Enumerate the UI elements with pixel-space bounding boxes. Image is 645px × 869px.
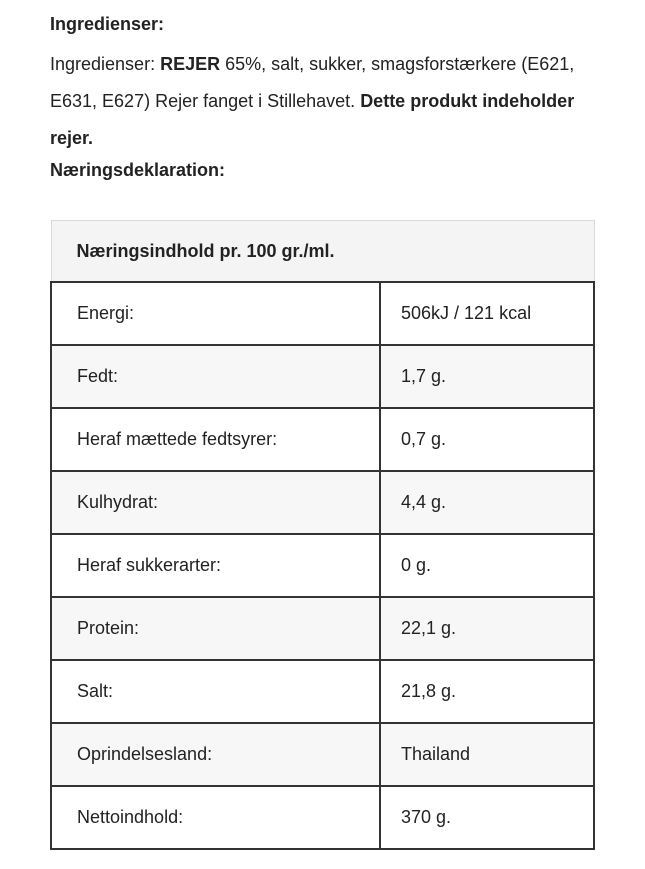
row-value-protein: 22,1 g.: [380, 597, 594, 660]
table-row: [51, 471, 594, 534]
nutrition-heading: Næringsdeklaration:: [50, 160, 226, 180]
row-value-saturated-fat: 0,7 g.: [380, 408, 594, 471]
ingredients-bold-shrimp: REJER: [160, 54, 221, 74]
row-label-carbohydrate: Kulhydrat:: [51, 471, 380, 534]
table-row: [51, 597, 594, 660]
nutrition-table-header-row: [51, 221, 594, 283]
allergen-note: Dette produkt indeholder rejer.: [50, 91, 575, 148]
table-row: [51, 408, 594, 471]
table-row: [51, 660, 594, 723]
nutrition-table: [50, 220, 595, 850]
row-value-origin: Thailand: [380, 723, 594, 786]
table-row: [51, 723, 594, 786]
ingredients-paragraph: [50, 46, 595, 157]
table-row: [51, 534, 594, 597]
table-row: [51, 282, 594, 345]
row-value-salt: 21,8 g.: [380, 660, 594, 723]
row-label-protein: Protein:: [51, 597, 380, 660]
ingredients-prefix: Ingredienser:: [50, 54, 161, 74]
row-value-sugars: 0 g.: [380, 534, 594, 597]
row-value-carbohydrate: 4,4 g.: [380, 471, 594, 534]
row-label-origin: Oprindelsesland:: [51, 723, 380, 786]
row-label-energy: Energi:: [51, 282, 380, 345]
ingredients-heading: Ingredienser:: [50, 14, 165, 34]
row-label-sugars: Heraf sukkerarter:: [51, 534, 380, 597]
row-label-net-content: Nettoindhold:: [51, 786, 380, 849]
table-row: [51, 786, 594, 849]
row-value-net-content: 370 g.: [380, 786, 594, 849]
row-value-fat: 1,7 g.: [380, 345, 594, 408]
row-label-salt: Salt:: [51, 660, 380, 723]
row-value-energy: 506kJ / 121 kcal: [380, 282, 594, 345]
row-label-saturated-fat: Heraf mættede fedtsyrer:: [51, 408, 380, 471]
ingredients-text: 65%, salt, sukker, smagsforstærkere (E621, E631, E627) Rejer fanget i Stillehavet.: [50, 54, 575, 111]
nutrition-table-header: Næringsindhold pr. 100 gr./ml.: [51, 221, 594, 283]
table-row: [51, 345, 594, 408]
row-label-fat: Fedt:: [51, 345, 380, 408]
